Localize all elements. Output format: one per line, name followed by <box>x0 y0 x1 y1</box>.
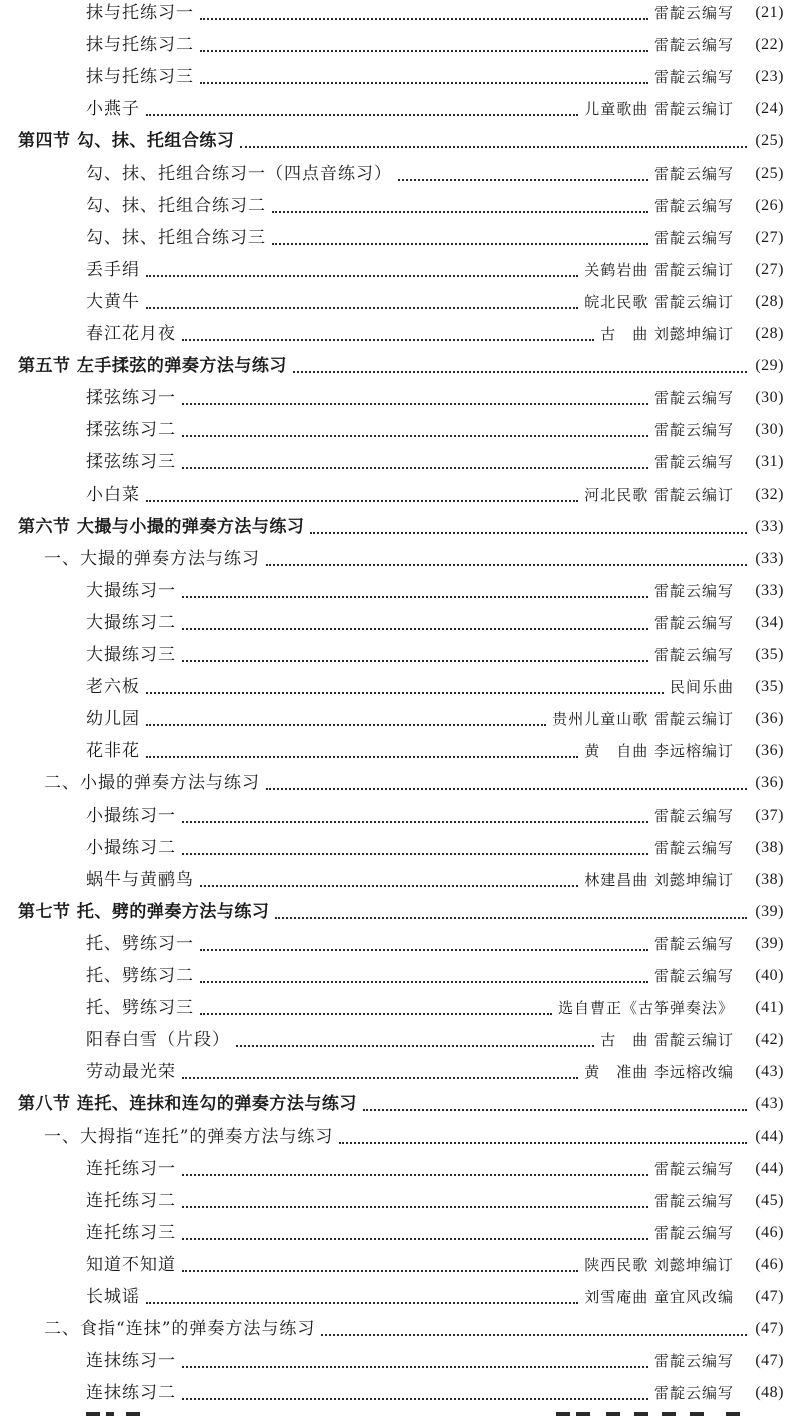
toc-attribution: 雷靛云编写 <box>652 575 734 607</box>
toc-row-item <box>0 1249 790 1281</box>
toc-row-item <box>0 382 790 414</box>
toc-title: 揉弦练习二 <box>86 420 176 441</box>
toc-title: 抹与托练习二 <box>86 35 194 56</box>
toc-attribution: 刘雪庵曲 童宜风改编 <box>582 1281 734 1313</box>
toc-title: 二、小撮的弹奏方法与练习 <box>44 773 260 794</box>
dot-leader <box>310 532 747 534</box>
toc-page-number: (46) <box>755 1223 784 1241</box>
dot-leader <box>182 853 648 855</box>
dot-leader <box>321 1334 747 1336</box>
toc-page-number: (35) <box>755 678 784 696</box>
toc-title: 知道不知道 <box>86 1254 176 1275</box>
dot-leader <box>272 243 648 245</box>
toc-row-item <box>0 414 790 446</box>
dot-leader <box>182 1238 648 1240</box>
toc-page-number: (25) <box>755 132 784 150</box>
toc-page-number: (30) <box>755 421 784 439</box>
dot-leader <box>266 788 747 790</box>
toc-row-item <box>0 61 790 93</box>
toc-row-item <box>0 29 790 61</box>
dot-leader <box>146 692 664 694</box>
toc-attribution: 雷靛云编写 <box>652 1153 734 1185</box>
toc-title: 丢手绢 <box>86 259 140 280</box>
toc-row-sub <box>0 1121 790 1153</box>
toc-attribution: 雷靛云编写 <box>652 0 734 29</box>
toc-row-item <box>0 318 790 350</box>
toc-title: 抹与托练习一 <box>86 3 194 23</box>
toc-row-item <box>0 639 790 671</box>
toc-page-number: (36) <box>755 742 784 760</box>
toc-title: 长城谣 <box>86 1287 140 1307</box>
dot-leader <box>293 371 747 373</box>
toc-attribution: 雷靛云编写 <box>652 446 734 478</box>
toc-title: 托、劈练习一 <box>86 933 194 954</box>
toc-page-number: (26) <box>755 196 784 214</box>
toc-page-number: (28) <box>755 325 784 342</box>
toc-row-item <box>0 446 790 478</box>
toc-page-number: (34) <box>755 613 784 631</box>
toc-page-number: (44) <box>755 1159 784 1177</box>
toc-row-item <box>0 1024 790 1056</box>
dot-leader <box>146 114 578 116</box>
toc-title: 大撮练习三 <box>86 645 176 665</box>
toc-attribution: 雷靛云编写 <box>652 1377 734 1409</box>
dot-leader <box>339 1142 747 1144</box>
toc-title: 劳动最光荣 <box>86 1062 176 1083</box>
toc-row-item <box>0 960 790 992</box>
toc-page-number: (23) <box>755 68 784 86</box>
cut-off-next-line <box>86 1406 786 1417</box>
toc-attribution: 选自曹正《古筝弹奏法》 <box>556 992 734 1024</box>
toc-row-item <box>0 928 790 960</box>
toc-page-number: (28) <box>755 292 784 310</box>
toc-page-number: (37) <box>755 806 784 824</box>
toc-title: 大撮练习二 <box>86 612 176 633</box>
toc-title: 春江花月夜 <box>86 324 176 344</box>
toc-title: 花非花 <box>86 741 140 762</box>
toc-attribution: 河北民歌 雷靛云编订 <box>582 479 734 511</box>
dot-leader <box>398 179 648 181</box>
toc-row-item <box>0 222 790 254</box>
dot-leader <box>182 628 648 630</box>
toc-attribution: 儿童歌曲 雷靛云编订 <box>582 93 734 125</box>
toc-attribution: 雷靛云编写 <box>652 29 734 61</box>
toc-title: 第六节 大撮与小撮的弹奏方法与练习 <box>18 516 305 537</box>
toc-page-number: (38) <box>755 870 784 888</box>
dot-leader <box>363 1109 747 1111</box>
toc-title: 二、食指“连抹”的弹奏方法与练习 <box>44 1319 316 1340</box>
toc-title: 揉弦练习一 <box>86 388 176 409</box>
toc-row-sub <box>0 1313 790 1345</box>
toc-row-item <box>0 607 790 639</box>
toc-row-item <box>0 1185 790 1217</box>
toc-row-item <box>0 1056 790 1088</box>
toc-attribution: 雷靛云编写 <box>652 414 734 446</box>
toc-page-number: (33) <box>755 581 784 599</box>
toc-attribution: 雷靛云编写 <box>652 158 734 190</box>
toc-title: 连托练习三 <box>86 1222 176 1243</box>
toc-page-number: (44) <box>755 1127 784 1145</box>
dot-leader <box>182 1366 648 1368</box>
toc-title: 小白菜 <box>86 484 140 505</box>
dot-leader <box>272 211 648 213</box>
toc-title: 蜗牛与黄鹂鸟 <box>86 869 194 890</box>
toc-page-number: (25) <box>755 164 784 182</box>
toc-title: 托、劈练习三 <box>86 998 194 1019</box>
toc-page-number: (39) <box>755 902 784 920</box>
toc-title: 勾、抹、托组合练习一（四点音练习） <box>86 163 392 184</box>
dot-leader <box>182 435 648 437</box>
toc-attribution: 雷靛云编写 <box>652 639 734 671</box>
toc-page-number: (36) <box>755 710 784 728</box>
toc-title: 托、劈练习二 <box>86 966 194 986</box>
toc-title: 一、大拇指“连托”的弹奏方法与练习 <box>44 1126 334 1147</box>
dot-leader <box>200 949 648 951</box>
toc-attribution: 古 曲 刘懿坤编订 <box>598 318 734 350</box>
toc-page-number: (36) <box>755 774 784 792</box>
toc-row-item <box>0 479 790 511</box>
dot-leader <box>146 1302 578 1304</box>
toc-title: 老六板 <box>86 677 140 698</box>
toc-title: 第八节 连托、连抹和连勾的弹奏方法与练习 <box>18 1094 357 1115</box>
dot-leader <box>236 1045 594 1047</box>
toc-page-number: (33) <box>755 517 784 535</box>
toc-page-number: (21) <box>755 4 784 21</box>
toc-row-sub <box>0 767 790 799</box>
dot-leader <box>182 467 648 469</box>
toc-attribution: 陕西民歌 刘懿坤编订 <box>582 1249 734 1281</box>
dot-leader <box>182 1270 578 1272</box>
toc-page-number: (30) <box>755 389 784 407</box>
toc-row-section <box>0 350 790 382</box>
toc-attribution: 林建昌曲 刘懿坤编订 <box>582 864 734 896</box>
dot-leader <box>182 1174 648 1176</box>
toc-row-item <box>0 158 790 190</box>
dot-leader <box>266 564 747 566</box>
dot-leader <box>146 724 546 726</box>
dot-leader <box>146 307 578 309</box>
toc-row-item <box>0 1345 790 1377</box>
toc-page-number: (43) <box>755 1095 784 1113</box>
toc-attribution: 雷靛云编写 <box>652 61 734 93</box>
toc-page-number: (47) <box>755 1352 784 1370</box>
toc-row-item <box>0 254 790 286</box>
toc-title: 一、大撮的弹奏方法与练习 <box>44 548 260 569</box>
toc-row-item <box>0 575 790 607</box>
toc-title: 第五节 左手揉弦的弹奏方法与练习 <box>18 356 287 377</box>
toc-page-number: (39) <box>755 934 784 952</box>
toc-title: 连抹练习一 <box>86 1351 176 1372</box>
toc-title: 连托练习二 <box>86 1190 176 1211</box>
toc-attribution: 雷靛云编写 <box>652 190 734 222</box>
toc-page-number: (38) <box>755 838 784 856</box>
toc-page-number: (45) <box>755 1191 784 1209</box>
toc-attribution: 雷靛云编写 <box>652 1217 734 1249</box>
dot-leader <box>182 660 648 662</box>
dot-leader <box>200 981 648 983</box>
toc-row-section <box>0 511 790 543</box>
toc-row-sub <box>0 543 790 575</box>
toc-title: 小撮练习二 <box>86 837 176 858</box>
toc-page-number: (27) <box>755 260 784 278</box>
dot-leader <box>182 1206 648 1208</box>
toc-page-number: (32) <box>755 485 784 503</box>
toc-title: 勾、抹、托组合练习二 <box>86 195 266 216</box>
toc-page-number: (31) <box>755 453 784 471</box>
dot-leader <box>182 596 648 598</box>
toc-row-section <box>0 1088 790 1120</box>
toc-row-item <box>0 703 790 735</box>
dot-leader <box>200 1013 552 1015</box>
toc-row-item <box>0 1153 790 1185</box>
toc-row-item <box>0 190 790 222</box>
toc-attribution: 古 曲 雷靛云编订 <box>598 1024 734 1056</box>
toc-title: 小撮练习一 <box>86 805 176 826</box>
dot-leader <box>200 50 648 52</box>
toc-page-number: (48) <box>755 1384 784 1402</box>
toc-page-number: (41) <box>755 999 784 1017</box>
dot-leader <box>200 885 578 887</box>
toc-attribution: 雷靛云编写 <box>652 832 734 864</box>
toc-row-item <box>0 864 790 896</box>
toc-title: 连托练习一 <box>86 1158 176 1179</box>
dot-leader <box>275 917 747 919</box>
toc-page-number: (27) <box>755 228 784 246</box>
toc-attribution: 雷靛云编写 <box>652 1345 734 1377</box>
toc-attribution: 皖北民歌 雷靛云编订 <box>582 286 734 318</box>
dot-leader <box>182 1398 648 1400</box>
toc-attribution: 民间乐曲 <box>668 671 734 703</box>
toc-title: 勾、抹、托组合练习三 <box>86 227 266 248</box>
toc-attribution: 雷靛云编写 <box>652 1185 734 1217</box>
toc-row-item <box>0 800 790 832</box>
toc-attribution: 雷靛云编写 <box>652 222 734 254</box>
toc-attribution: 雷靛云编写 <box>652 928 734 960</box>
dot-leader <box>182 403 648 405</box>
toc-row-item <box>0 1377 790 1409</box>
toc-page-number: (33) <box>755 549 784 567</box>
dot-leader <box>146 500 578 502</box>
toc-attribution: 雷靛云编写 <box>652 607 734 639</box>
toc-title: 幼儿园 <box>86 709 140 730</box>
dot-leader <box>146 275 578 277</box>
toc-title: 阳春白雪（片段） <box>86 1030 230 1051</box>
toc-attribution: 雷靛云编写 <box>652 382 734 414</box>
toc-row-item <box>0 0 790 29</box>
toc-row-item <box>0 735 790 767</box>
toc-title: 抹与托练习三 <box>86 67 194 88</box>
toc-title: 第四节 勾、抹、托组合练习 <box>18 131 235 152</box>
dot-leader <box>200 18 648 20</box>
toc-page-number: (47) <box>755 1288 784 1305</box>
dot-leader <box>182 339 594 341</box>
toc-row-section <box>0 125 790 157</box>
toc-row-item <box>0 992 790 1024</box>
dot-leader <box>182 821 648 823</box>
dot-leader <box>146 756 578 758</box>
toc-page-number: (47) <box>755 1320 784 1338</box>
toc-row-item <box>0 1281 790 1313</box>
dot-leader <box>182 1077 578 1079</box>
toc-row-item <box>0 832 790 864</box>
dot-leader <box>240 146 747 148</box>
toc-title: 大撮练习一 <box>86 580 176 601</box>
toc-attribution: 雷靛云编写 <box>652 800 734 832</box>
toc-page-number: (46) <box>755 1255 784 1273</box>
toc-attribution: 关鹤岩曲 雷靛云编订 <box>582 254 734 286</box>
toc-title: 揉弦练习三 <box>86 452 176 473</box>
toc-row-item <box>0 671 790 703</box>
toc-attribution: 黄 自曲 李远榕编订 <box>582 735 734 767</box>
toc-attribution: 黄 准曲 李远榕改编 <box>582 1056 734 1088</box>
toc-page-number: (24) <box>755 100 784 118</box>
toc-row-item <box>0 93 790 125</box>
toc-page-number: (43) <box>755 1063 784 1081</box>
toc-attribution: 雷靛云编写 <box>652 960 734 992</box>
toc-page-number: (40) <box>755 967 784 984</box>
toc-page-number: (22) <box>755 36 784 54</box>
dot-leader <box>200 82 648 84</box>
toc-page-number: (42) <box>755 1031 784 1049</box>
toc-title: 大黄牛 <box>86 291 140 312</box>
toc-row-item <box>0 286 790 318</box>
toc-title: 连抹练习二 <box>86 1383 176 1404</box>
toc-page-number: (35) <box>755 646 784 663</box>
toc-row-item <box>0 1217 790 1249</box>
toc-title: 第七节 托、劈的弹奏方法与练习 <box>18 901 270 922</box>
toc-page-number: (29) <box>755 357 784 375</box>
toc-title: 小燕子 <box>86 99 140 120</box>
toc-attribution: 贵州儿童山歌 雷靛云编订 <box>550 703 734 735</box>
toc-row-section <box>0 896 790 928</box>
